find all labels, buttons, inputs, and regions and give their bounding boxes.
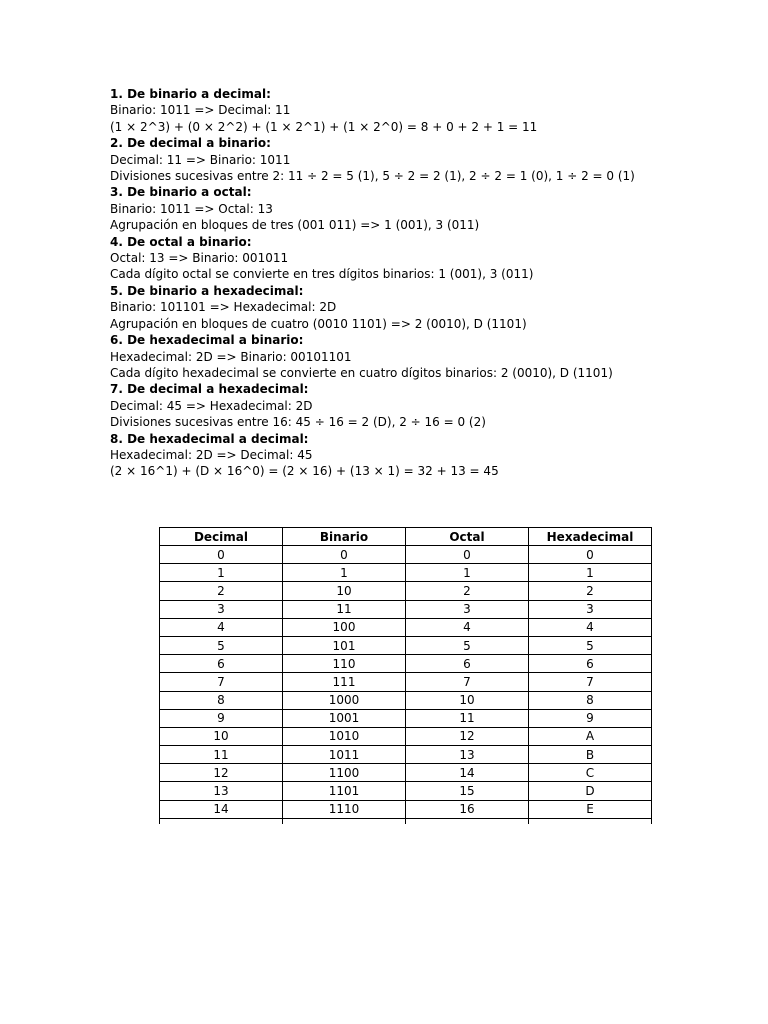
section-2 bbox=[110, 135, 750, 184]
table-row-empty bbox=[160, 818, 652, 824]
table-cell: 4 bbox=[529, 618, 652, 636]
table-cell: 7 bbox=[406, 673, 529, 691]
table-cell: 5 bbox=[406, 636, 529, 654]
table-cell: 110 bbox=[283, 655, 406, 673]
section-line: Hexadecimal: 2D => Decimal: 45 bbox=[110, 447, 313, 462]
conversion-table bbox=[159, 527, 652, 824]
table-row bbox=[160, 600, 652, 618]
table-cell: 8 bbox=[529, 691, 652, 709]
table-row bbox=[160, 618, 652, 636]
table-cell: A bbox=[529, 727, 652, 745]
table-cell: 101 bbox=[283, 636, 406, 654]
table-cell: 1010 bbox=[283, 727, 406, 745]
section-line: Cada dígito octal se convierte en tres dígitos binarios: 1 (001), 3 (011) bbox=[110, 267, 534, 282]
table-row bbox=[160, 673, 652, 691]
section-4 bbox=[110, 234, 750, 283]
table-cell: 1100 bbox=[283, 764, 406, 782]
table-cell: 1101 bbox=[283, 782, 406, 800]
section-heading: 2. De decimal a binario: bbox=[110, 136, 271, 151]
table-cell: 3 bbox=[529, 600, 652, 618]
section-8 bbox=[110, 431, 750, 480]
header-octal: Octal bbox=[406, 528, 529, 546]
section-line: Agrupación en bloques de cuatro (0010 1101) => 2 (0010), D (1101) bbox=[110, 316, 527, 331]
table-cell: 5 bbox=[160, 636, 283, 654]
table-cell-empty bbox=[529, 818, 652, 824]
header-hexadecimal: Hexadecimal bbox=[529, 528, 652, 546]
table-row bbox=[160, 746, 652, 764]
table-cell: 15 bbox=[406, 782, 529, 800]
header-binario: Binario bbox=[283, 528, 406, 546]
table-cell: E bbox=[529, 800, 652, 818]
table-cell: 0 bbox=[406, 546, 529, 564]
table-cell: 5 bbox=[529, 636, 652, 654]
table-cell: 11 bbox=[160, 746, 283, 764]
section-line: Divisiones sucesivas entre 2: 11 ÷ 2 = 5 (1), 5 ÷ 2 = 2 (1), 2 ÷ 2 = 1 (0), 1 ÷ 2 = 0 (1) bbox=[110, 169, 635, 184]
section-line: Binario: 1011 => Octal: 13 bbox=[110, 201, 273, 216]
table-cell: 1001 bbox=[283, 709, 406, 727]
conversion-table-container bbox=[159, 527, 634, 827]
table-cell: 8 bbox=[160, 691, 283, 709]
table-cell: 4 bbox=[406, 618, 529, 636]
table-cell: 7 bbox=[529, 673, 652, 691]
table-cell: 12 bbox=[406, 727, 529, 745]
table-cell: 13 bbox=[406, 746, 529, 764]
table-cell: 14 bbox=[160, 800, 283, 818]
table-cell: 2 bbox=[529, 582, 652, 600]
table-cell: 0 bbox=[160, 546, 283, 564]
table-cell: 9 bbox=[160, 709, 283, 727]
section-1 bbox=[110, 86, 750, 135]
table-cell: 11 bbox=[283, 600, 406, 618]
section-line: (2 × 16^1) + (D × 16^0) = (2 × 16) + (13 × 1) = 32 + 13 = 45 bbox=[110, 464, 499, 479]
table-row bbox=[160, 727, 652, 745]
table-cell: 13 bbox=[160, 782, 283, 800]
table-cell: 1000 bbox=[283, 691, 406, 709]
table-row bbox=[160, 564, 652, 582]
table-row bbox=[160, 782, 652, 800]
section-heading: 5. De binario a hexadecimal: bbox=[110, 283, 304, 298]
table-row bbox=[160, 582, 652, 600]
section-7 bbox=[110, 381, 750, 430]
section-line: Agrupación en bloques de tres (001 011) => 1 (001), 3 (011) bbox=[110, 218, 480, 233]
section-3 bbox=[110, 184, 750, 233]
table-cell: 11 bbox=[406, 709, 529, 727]
table-cell: 1 bbox=[529, 564, 652, 582]
section-line: Binario: 101101 => Hexadecimal: 2D bbox=[110, 300, 337, 315]
section-heading: 1. De binario a decimal: bbox=[110, 87, 271, 101]
table-cell: 6 bbox=[406, 655, 529, 673]
section-line: Divisiones sucesivas entre 16: 45 ÷ 16 = 2 (D), 2 ÷ 16 = 0 (2) bbox=[110, 415, 486, 430]
table-cell: 100 bbox=[283, 618, 406, 636]
section-heading: 6. De hexadecimal a binario: bbox=[110, 333, 304, 348]
table-header-row bbox=[160, 528, 652, 546]
section-line: Octal: 13 => Binario: 001011 bbox=[110, 251, 289, 266]
section-line: (1 × 2^3) + (0 × 2^2) + (1 × 2^1) + (1 × 2^0) = 8 + 0 + 2 + 1 = 11 bbox=[110, 119, 538, 134]
table-cell: 1110 bbox=[283, 800, 406, 818]
table-cell: 3 bbox=[160, 600, 283, 618]
table-cell: 1 bbox=[160, 564, 283, 582]
table-cell: 2 bbox=[160, 582, 283, 600]
table-cell: 1011 bbox=[283, 746, 406, 764]
table-cell-empty bbox=[283, 818, 406, 824]
section-heading: 3. De binario a octal: bbox=[110, 185, 252, 200]
section-5 bbox=[110, 283, 750, 332]
table-cell: B bbox=[529, 746, 652, 764]
table-cell: 9 bbox=[529, 709, 652, 727]
table-cell: 0 bbox=[283, 546, 406, 564]
table-row bbox=[160, 691, 652, 709]
table-row bbox=[160, 655, 652, 673]
section-line: Decimal: 45 => Hexadecimal: 2D bbox=[110, 398, 313, 413]
table-cell: 7 bbox=[160, 673, 283, 691]
table-body bbox=[160, 546, 652, 824]
table-cell: D bbox=[529, 782, 652, 800]
table-cell: 10 bbox=[406, 691, 529, 709]
table-cell: 12 bbox=[160, 764, 283, 782]
section-6 bbox=[110, 332, 750, 381]
section-line: Hexadecimal: 2D => Binario: 00101101 bbox=[110, 349, 352, 364]
section-heading: 7. De decimal a hexadecimal: bbox=[110, 382, 309, 397]
table-row bbox=[160, 709, 652, 727]
table-cell-empty bbox=[406, 818, 529, 824]
table-cell: 6 bbox=[529, 655, 652, 673]
table-row bbox=[160, 800, 652, 818]
section-heading: 8. De hexadecimal a decimal: bbox=[110, 431, 309, 446]
table-row bbox=[160, 636, 652, 654]
table-cell: 1 bbox=[406, 564, 529, 582]
table-cell-empty bbox=[160, 818, 283, 824]
table-row bbox=[160, 546, 652, 564]
table-cell: 1 bbox=[283, 564, 406, 582]
table-cell: 10 bbox=[160, 727, 283, 745]
table-cell: 3 bbox=[406, 600, 529, 618]
table-cell: 111 bbox=[283, 673, 406, 691]
section-heading: 4. De octal a binario: bbox=[110, 234, 252, 249]
table-cell: 4 bbox=[160, 618, 283, 636]
section-line: Cada dígito hexadecimal se convierte en cuatro dígitos binarios: 2 (0010), D (1101) bbox=[110, 365, 613, 380]
table-cell: 14 bbox=[406, 764, 529, 782]
table-cell: 2 bbox=[406, 582, 529, 600]
table-row bbox=[160, 764, 652, 782]
conversion-notes bbox=[110, 86, 750, 480]
table-cell: 6 bbox=[160, 655, 283, 673]
table-cell: 16 bbox=[406, 800, 529, 818]
table-cell: C bbox=[529, 764, 652, 782]
table-cell: 10 bbox=[283, 582, 406, 600]
table-cell: 0 bbox=[529, 546, 652, 564]
section-line: Binario: 1011 => Decimal: 11 bbox=[110, 103, 291, 118]
section-line: Decimal: 11 => Binario: 1011 bbox=[110, 152, 291, 167]
header-decimal: Decimal bbox=[160, 528, 283, 546]
